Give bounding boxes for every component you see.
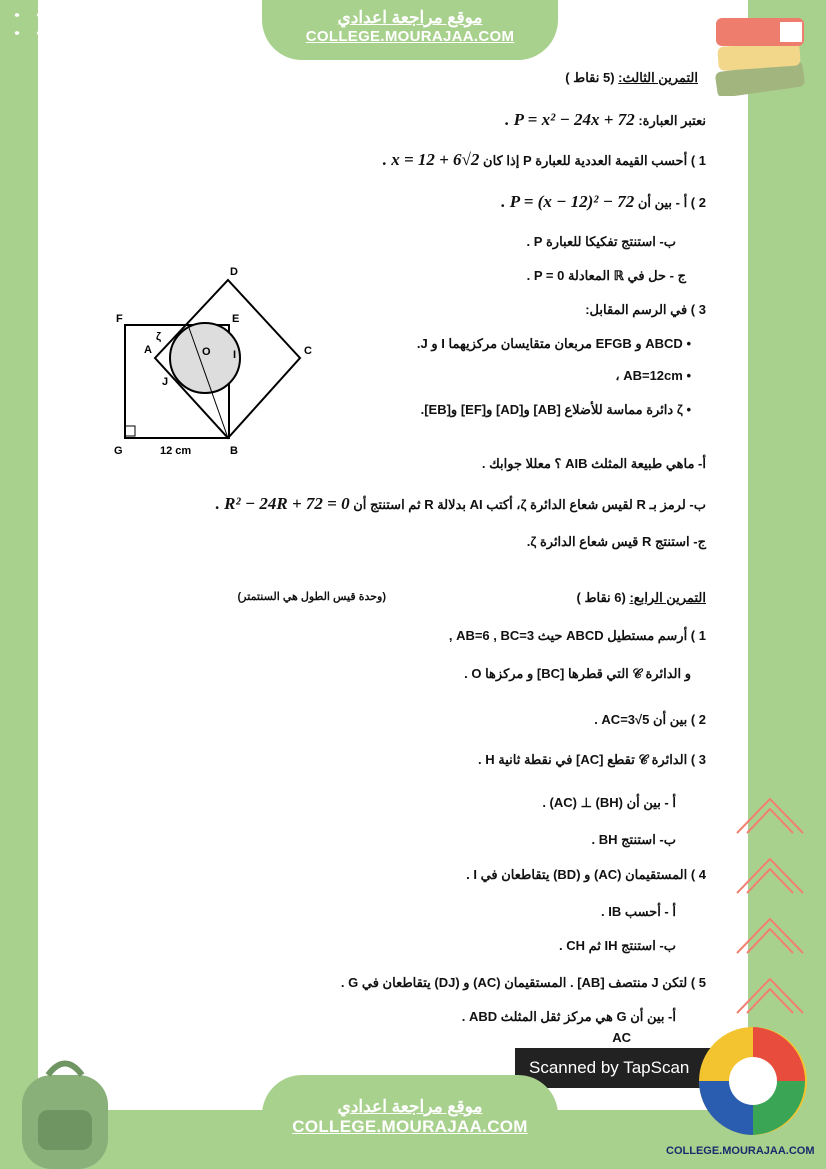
site-link[interactable]: COLLEGE.MOURAJAA.COM: [305, 28, 515, 45]
footer-site-name-ar: موقع مراجعة اعدادي: [337, 1097, 483, 1116]
ex3-q2a: 2 ) أ - بين أن P = (x − 12)² − 72 .: [501, 192, 706, 211]
ex4-line: AC: [612, 1030, 631, 1045]
label-A: A: [144, 344, 152, 356]
length-label: 12 cm: [160, 445, 192, 457]
label-I: I: [233, 349, 237, 361]
chevron-decoration-icon: [735, 855, 805, 895]
label-O: O: [202, 346, 211, 358]
chevron-decoration-icon: [735, 975, 805, 1015]
site-name-ar: موقع مراجعة اعدادي: [337, 8, 483, 27]
exercise-3-title: التمرين الثالث: (5 نقاط ): [565, 70, 698, 85]
chevron-decoration-icon: [735, 915, 805, 955]
ex3-intro: نعتبر العبارة: P = x² − 24x + 72 .: [505, 110, 706, 129]
ex4-line: أ - أحسب IB .: [600, 904, 676, 919]
label-B: B: [230, 445, 238, 457]
ex3-q2c: ج - حل في ℝ المعادلة P = 0 .: [526, 268, 686, 283]
ex3-q3: 3 ) في الرسم المقابل:: [585, 302, 706, 317]
geometry-figure: [100, 250, 320, 470]
ex4-line: ب- استنتج IH ثم CH .: [559, 938, 676, 953]
ex4-unit-note: (وحدة قيس الطول هي السنتمتر): [237, 591, 386, 603]
scanner-watermark: Scanned by TapScan: [515, 1048, 748, 1088]
backpack-icon: [10, 1050, 120, 1169]
ex4-line: و الدائرة 𝒞 التي قطرها [BC] و مركزها O .: [464, 666, 691, 681]
label-zeta: ζ: [156, 331, 162, 343]
site-logo-wheel-icon: [695, 1025, 815, 1140]
ex3-bullet-2: • AB=12cm ،: [615, 368, 691, 383]
exercise-4-title: التمرين الرابع: (6 نقاط ): [576, 590, 706, 605]
books-icon: [712, 14, 812, 96]
ex4-line: 3 ) الدائرة 𝒞 تقطع [AC] في نقطة ثانية H .: [478, 752, 706, 767]
footer-logo-text: COLLEGE.MOURAJAA.COM: [666, 1145, 815, 1157]
label-D: D: [230, 266, 238, 278]
ex4-line: أ- بين أن G هي مركز ثقل المثلث ABD .: [461, 1009, 676, 1024]
ex4-line: 1 ) أرسم مستطيل ABCD حيث AB=6 , BC=3 ,: [448, 628, 706, 643]
label-J: J: [162, 376, 169, 388]
ex4-line: أ - بين أن (BH) ⊥ (AC) .: [542, 795, 676, 810]
ex3-bullet-3: • ζ دائرة مماسة للأضلاع [AB] و[AD] و[EF] و[EB].: [420, 402, 691, 417]
site-footer-tab: [262, 1075, 558, 1169]
label-C: C: [304, 345, 312, 357]
footer-site-link[interactable]: COLLEGE.MOURAJAA.COM: [292, 1117, 528, 1136]
ex4-line: 5 ) لتكن J منتصف [AB] . المستقيمان (AC) و (DJ) يتقاطعان في G .: [340, 975, 706, 990]
ex3-q1: 1 ) أحسب القيمة العددية للعبارة P إذا كان x = 12 + 6√2 .: [382, 150, 706, 169]
ex4-line: ب- استنتج BH .: [591, 832, 676, 847]
label-E: E: [232, 313, 240, 325]
ex3-qb: ب- لرمز بـ R لقيس شعاع الدائرة ζ، أكتب AI بدلالة R ثم استنتج أن R² − 24R + 72 = 0 .: [215, 494, 706, 513]
ex3-qa: أ- ماهي طبيعة المثلث AIB ؟ معللا جوابك .: [481, 456, 706, 471]
label-G: G: [114, 445, 123, 457]
ex3-qc: ج- استنتج R قيس شعاع الدائرة ζ.: [526, 534, 706, 549]
ex4-line: 4 ) المستقيمان (AC) و (BD) يتقاطعان في I .: [466, 867, 706, 882]
label-F: F: [116, 313, 123, 325]
ex4-line: 2 ) بين أن AC=3√5 .: [594, 712, 706, 727]
chevron-decoration-icon: [735, 795, 805, 835]
ex3-q2b: ب- استنتج تفكيكا للعبارة P .: [526, 234, 676, 249]
site-header-tab: [262, 0, 558, 60]
ex3-bullet-1: • ABCD و EFGB مربعان متقايسان مركزيهما I و J.: [416, 336, 691, 351]
